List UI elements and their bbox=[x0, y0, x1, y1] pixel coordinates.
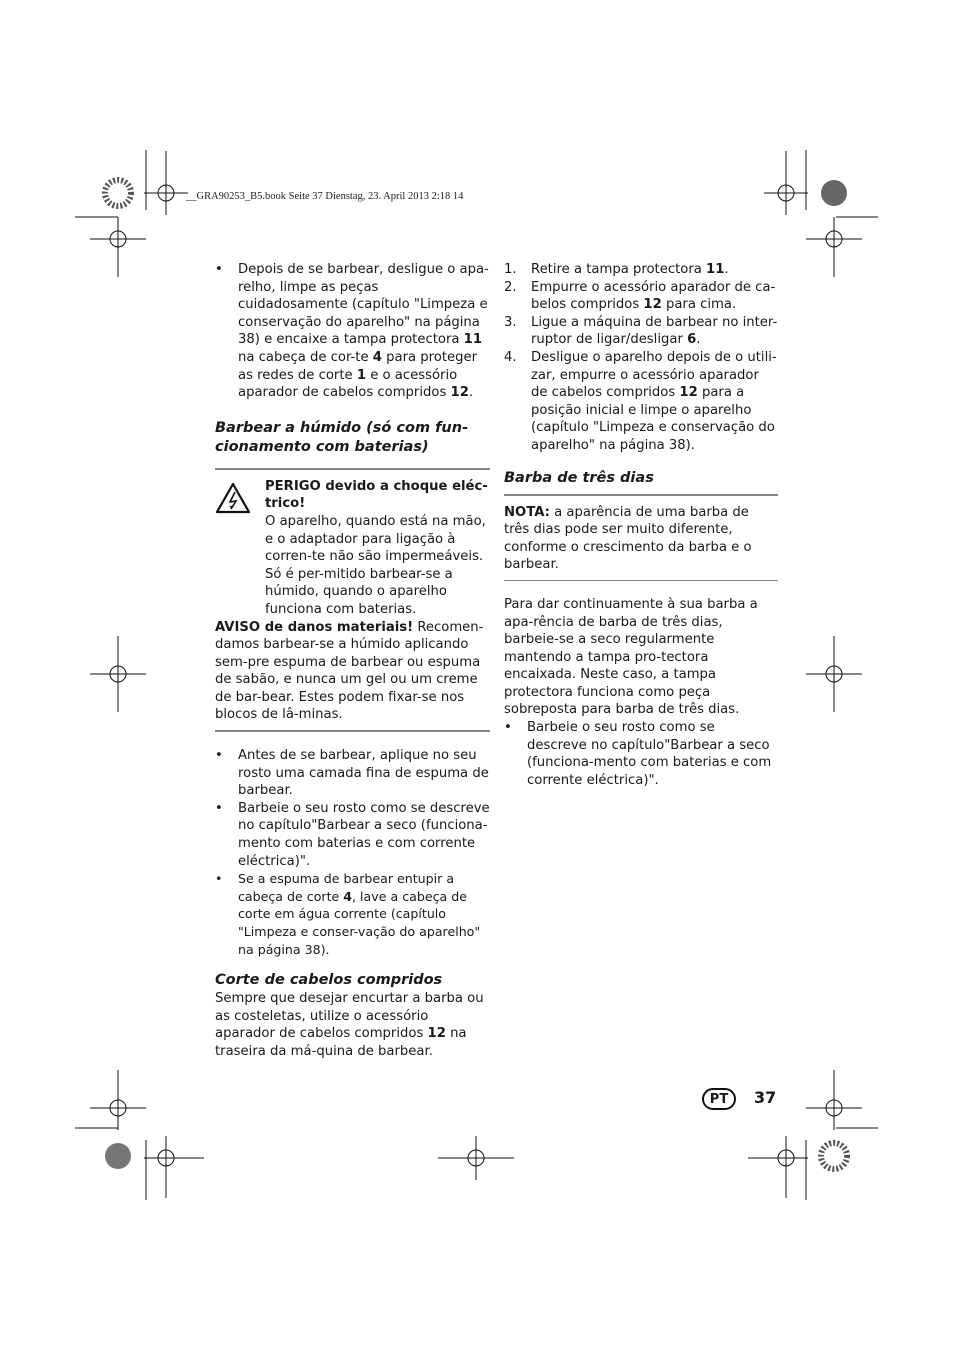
text: . bbox=[724, 262, 729, 277]
notice-paragraph bbox=[215, 619, 490, 725]
page-number: 37 bbox=[754, 1088, 777, 1107]
danger-warning bbox=[215, 478, 490, 619]
step-number: 2. bbox=[504, 279, 517, 295]
right-column bbox=[504, 261, 778, 789]
ref-number: 12 bbox=[679, 385, 698, 401]
text: Ligue a máquina de barbear no inter-ruptor de ligar/desligar bbox=[531, 314, 778, 348]
text: Retire a tampa protectora bbox=[531, 262, 707, 277]
ref-number: 12 bbox=[427, 1026, 446, 1042]
list-item bbox=[215, 870, 490, 958]
numbered-step bbox=[504, 279, 778, 314]
ref-number: 4 bbox=[372, 349, 382, 365]
warning-lightning-icon bbox=[215, 482, 251, 514]
danger-text: O aparelho, quando está na mão, e o adaptador para ligação à corren-te não são impermeáveis. Só é per-mitido barbear-se a húmido, quando o aparelho funciona com baterias. bbox=[265, 513, 486, 617]
ref-number: 12 bbox=[643, 297, 662, 313]
step-number: 4. bbox=[504, 349, 517, 365]
left-column bbox=[215, 261, 490, 1061]
text: para cima. bbox=[661, 297, 737, 313]
note-text: a aparência de uma barba de três dias pode ser muito diferente, conforme o crescimento da barba e o barbear. bbox=[504, 504, 752, 573]
step-number: 3. bbox=[504, 314, 517, 330]
ref-number: 1 bbox=[356, 367, 367, 383]
list-item: • Barbeie o seu rosto como se descreve no capítulo"Barbear a seco (funciona-mento com baterias e com corrente eléctrica)". bbox=[504, 719, 778, 789]
text: Desligue o aparelho depois de o utili-zar, empurre o acessório aparador de cabelos compridos bbox=[531, 349, 777, 401]
section-heading-stubble: Barba de três dias bbox=[504, 469, 654, 486]
note-paragraph bbox=[504, 504, 778, 574]
text: . bbox=[696, 332, 701, 348]
section-heading-wet-shave: Barbear a húmido (só com fun-cionamento com baterias) bbox=[215, 419, 469, 455]
list-item: • Antes de se barbear, aplique no seu rosto uma camada fina de espuma de barbear. bbox=[215, 747, 490, 800]
text: Depois de se barbear, desligue o apa-relho, limpe as peças cuidadosamente (capítulo "Limpeza e conservação do aparelho" na página 38) e encaixe a tampa protectora bbox=[238, 262, 489, 348]
text: e o acessório aparador de cabelos compridos bbox=[238, 367, 458, 401]
notice-text: Recomen-damos barbear-se a húmido aplicando sem-pre espuma de barbear ou espuma de sabão, e nunca um gel ou um creme de bar-bear. Estes podem fixar-se nos blocos de lâ-minas. bbox=[215, 619, 484, 723]
text: Empurre o acessório aparador de ca-belos compridos bbox=[531, 279, 776, 313]
text: na cabeça de cor-te bbox=[238, 349, 373, 365]
list-item: • Barbeie o seu rosto como se descreve no capítulo"Barbear a seco (funciona-mento com baterias e com corrente eléctrica)". bbox=[215, 800, 490, 870]
text: na traseira da má-quina de barbear. bbox=[215, 1026, 467, 1059]
numbered-step bbox=[504, 349, 778, 455]
long-hair-paragraph bbox=[215, 990, 490, 1060]
text: . bbox=[468, 385, 474, 401]
ref-number: 4 bbox=[343, 888, 353, 904]
numbered-step bbox=[504, 314, 778, 349]
stubble-paragraph: Para dar continuamente à sua barba a apa-rência de barba de três dias, barbeie-se a seco regularmente mantendo a tampa pro-tectora encaixada. Neste caso, a tampa protectora funciona como peça sobreposta para barba de três dias. bbox=[504, 596, 758, 718]
text: para proteger as redes de corte bbox=[238, 349, 478, 383]
section-heading-long-hair: Corte de cabelos compridos bbox=[215, 972, 443, 989]
ref-number: 11 bbox=[463, 332, 483, 348]
text: , lave a cabeça de corte em água corrente (capítulo "Limpeza e conser-vação do aparelho" na página 38). bbox=[238, 888, 481, 957]
danger-title: PERIGO devido a choque eléc-trico! bbox=[265, 478, 488, 512]
text: Se a espuma de barbear entupir a cabeça de corte bbox=[238, 871, 455, 904]
step-number: 1. bbox=[504, 262, 517, 277]
text: para a posição inicial e limpe o aparelho (capítulo "Limpeza e conservação do aparelho" na página 38). bbox=[531, 385, 775, 453]
notice-label: AVISO de danos materiais! bbox=[215, 619, 414, 635]
ref-number: 12 bbox=[450, 385, 469, 401]
numbered-step bbox=[504, 261, 778, 279]
language-badge: PT bbox=[702, 1088, 736, 1110]
note-label: NOTA: bbox=[504, 504, 550, 520]
list-item bbox=[215, 261, 490, 402]
text: Sempre que desejar encurtar a barba ou as costeletas, utilize o acessório aparador de cabelos compridos bbox=[215, 991, 484, 1042]
ref-number: 6 bbox=[687, 332, 697, 348]
ref-number: 11 bbox=[706, 262, 725, 277]
print-info: __GRA90253_B5.book Seite 37 Dienstag, 23. April 2013 2:18 14 bbox=[186, 191, 464, 202]
